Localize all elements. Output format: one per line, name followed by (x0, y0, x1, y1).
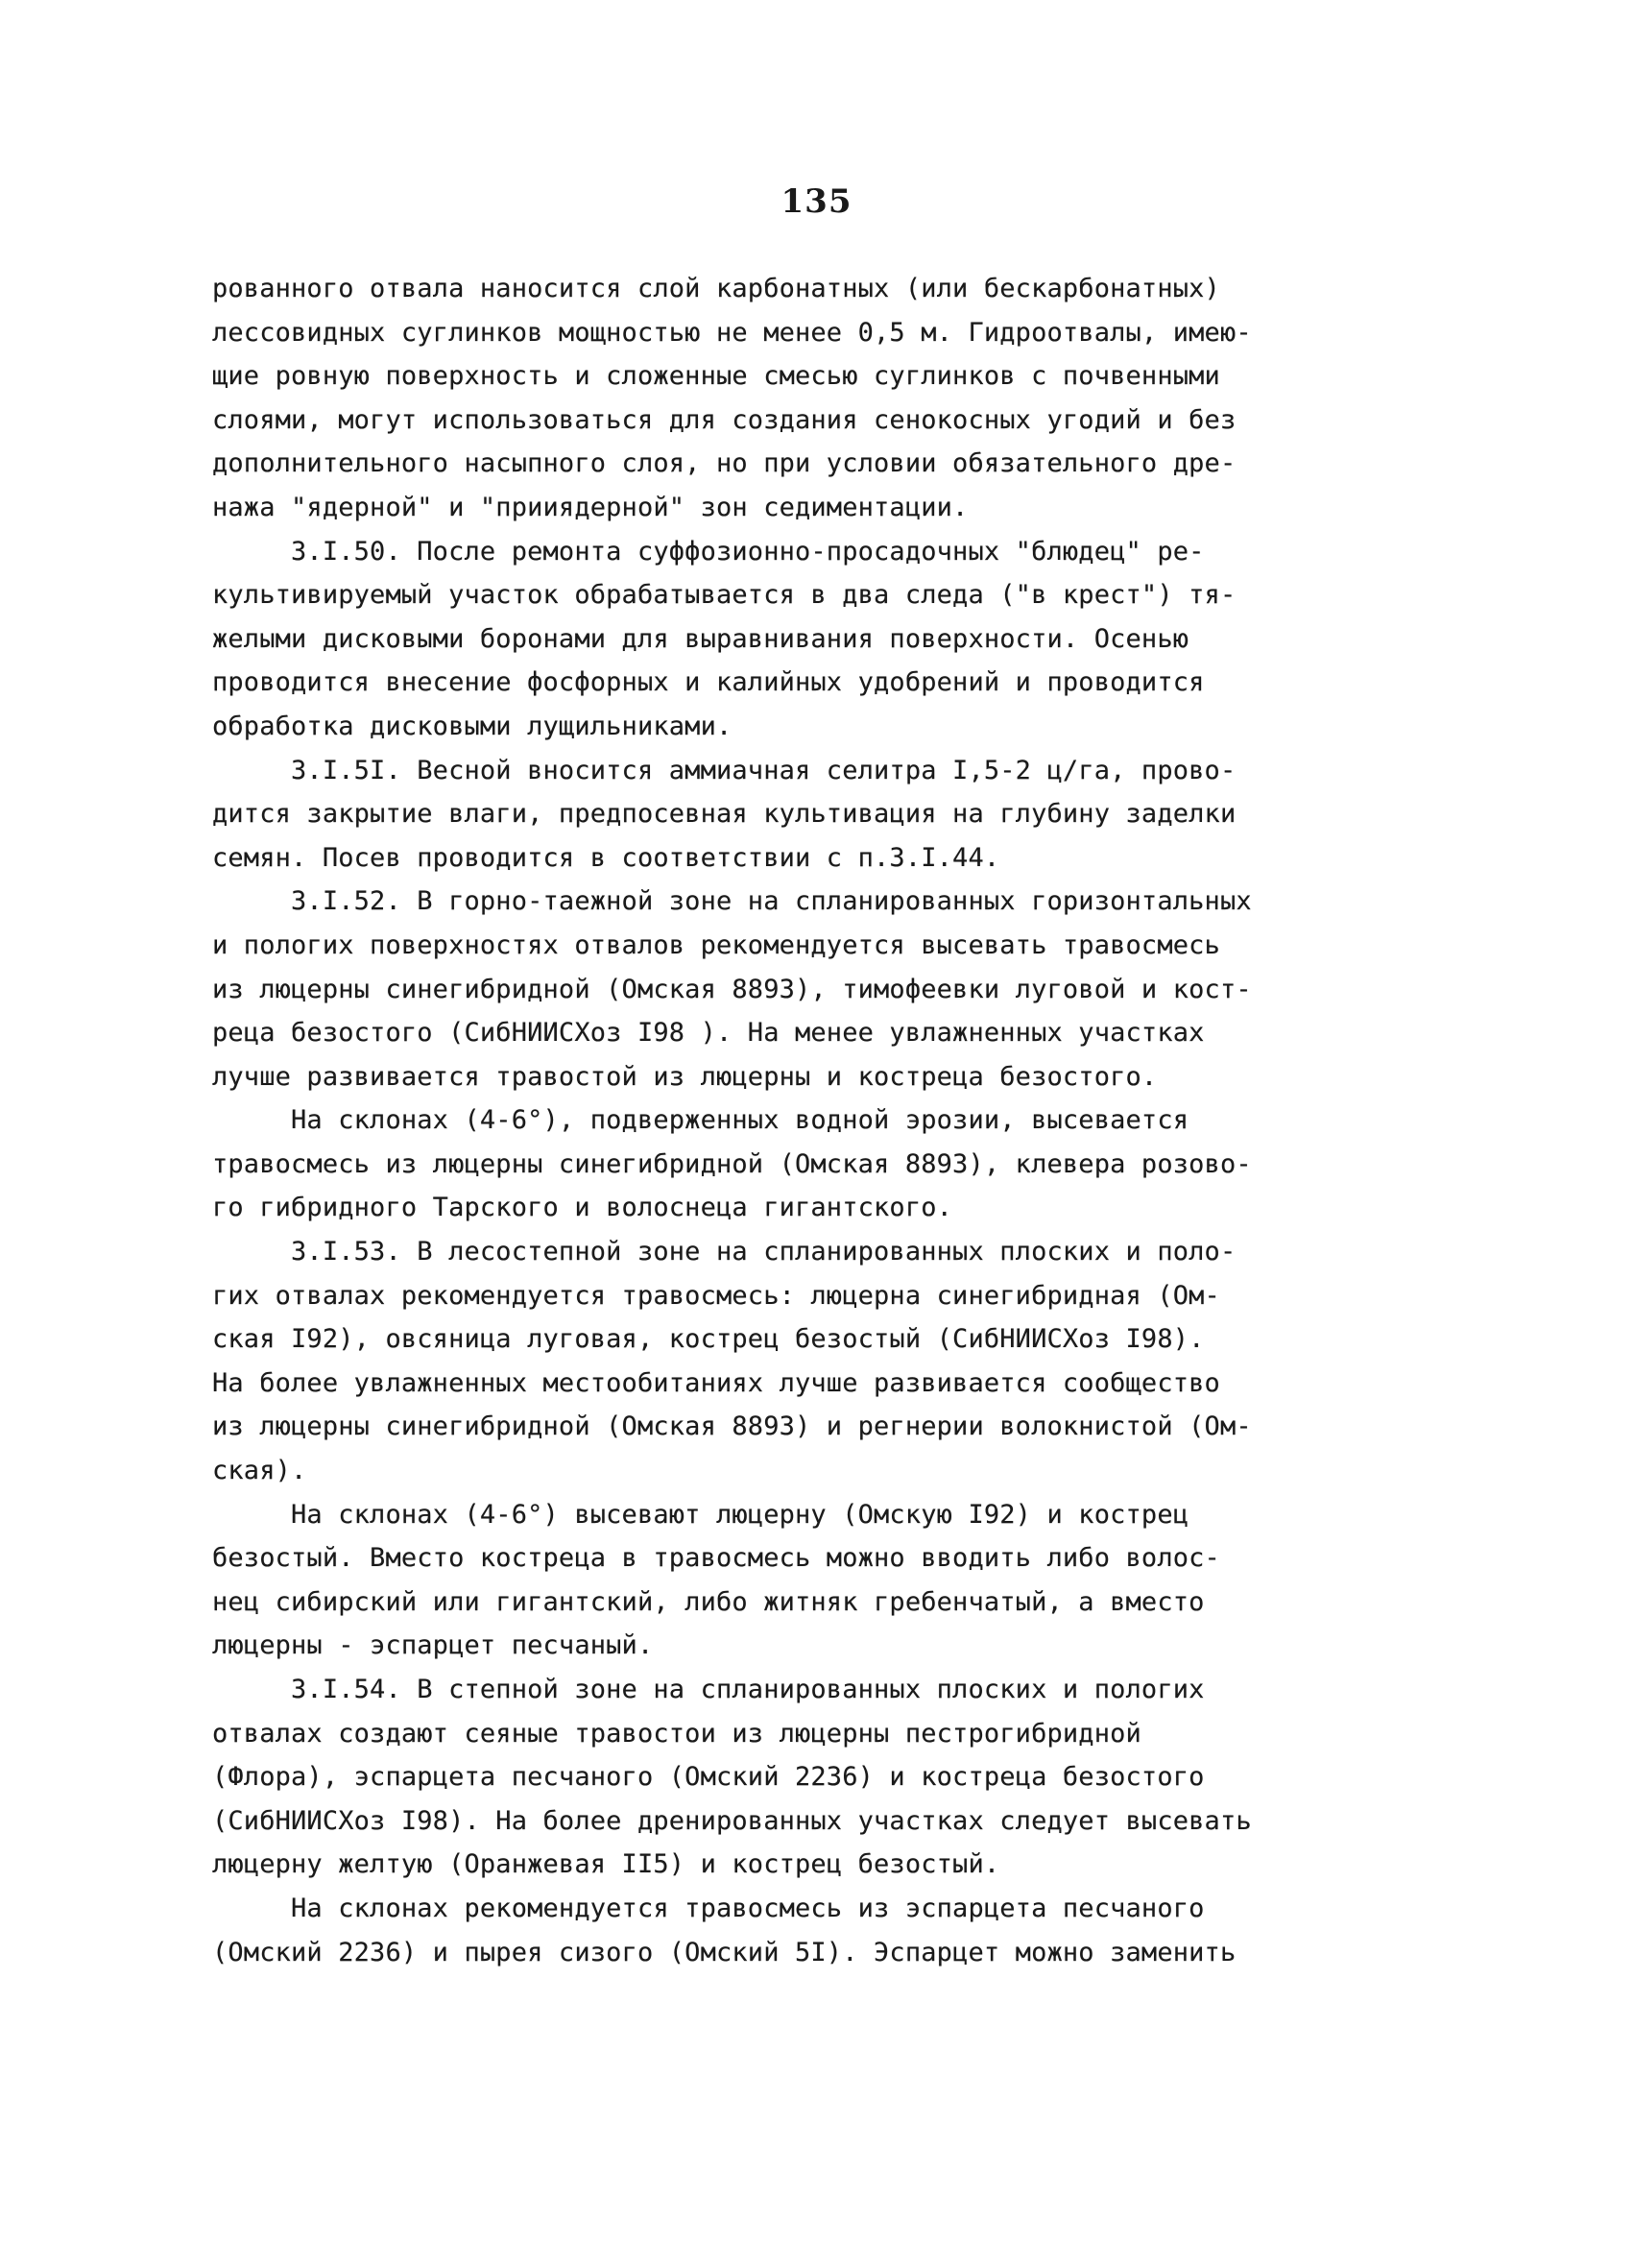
text-line: (Омский 2236) и пырея сизого (Омский 5I). Эспарцет можно заменить (212, 1937, 1237, 1967)
text-line: отвалах создают сеяные травостои из люцерны пестрогибридной (212, 1718, 1141, 1749)
text-line: (Флора), эспарцета песчаного (Омский 2236) и костреца безостого (212, 1762, 1205, 1793)
text-line: 3.I.52. В горно-таежной зоне на спланированных горизонтальных (212, 886, 1252, 917)
text-line: слоями, могут использоваться для создания сенокосных угодий и без (212, 404, 1237, 435)
text-line: люцерну желтую (Оранжевая II5) и кострец безостый. (212, 1849, 1000, 1880)
text-line: люцерны - эспарцет песчаный. (212, 1630, 654, 1661)
text-line: семян. Посев проводится в соответствии с п.3.I.44. (212, 842, 1000, 873)
text-line: На более увлажненных местообитаниях лучше развивается сообщество (212, 1367, 1220, 1398)
text-line: На склонах (4-6°) высевают люцерну (Омскую I92) и кострец (212, 1499, 1189, 1530)
text-line: гих отвалах рекомендуется травосмесь: люцерна синегибридная (Ом- (212, 1280, 1220, 1311)
text-line: проводится внесение фосфорных и калийных удобрений и проводится (212, 667, 1205, 698)
text-line: нажа "ядерной" и "прииядерной" зон седиментации. (212, 492, 969, 522)
text-line: и пологих поверхностях отвалов рекомендуется высевать травосмесь (212, 929, 1220, 960)
text-line: лессовидных суглинков мощностью не менее 0,5 м. Гидроотвалы, имею- (212, 317, 1252, 348)
text-line: нец сибирский или гигантский, либо житняк гребенчатый, а вместо (212, 1586, 1205, 1617)
text-line: культивируемый участок обрабатывается в два следа ("в крест") тя- (212, 580, 1237, 611)
text-line: из люцерны синегибридной (Омская 8893) и регнерии волокнистой (Ом- (212, 1411, 1252, 1442)
text-line: 3.I.50. После ремонта суффозионно-просадочных "блюдец" ре- (212, 536, 1205, 567)
text-line: 3.I.53. В лесостепной зоне на спланированных плоских и поло- (212, 1237, 1237, 1267)
text-line: щие ровную поверхность и сложенные смесью суглинков с почвенными (212, 361, 1220, 392)
text-line: желыми дисковыми боронами для выравнивания поверхности. Осенью (212, 623, 1189, 654)
text-line: ская I92), овсяница луговая, кострец безостый (СибНИИСХоз I98). (212, 1324, 1205, 1355)
text-line: 3.I.5I. Весной вносится аммиачная селитра I,5-2 ц/га, прово- (212, 755, 1237, 785)
text-line: На склонах (4-6°), подверженных водной эрозии, высевается (212, 1105, 1189, 1136)
text-line: ская). (212, 1456, 307, 1486)
text-line: 3.I.54. В степной зоне на спланированных плоских и пологих (212, 1675, 1205, 1704)
text-line: травосмесь из люцерны синегибридной (Омская 8893), клевера розово- (212, 1148, 1252, 1179)
text-line: рованного отвала наносится слой карбонатных (или бескарбонатных) (212, 274, 1220, 303)
text-line: го гибридного Тарского и волоснеца гигантского. (212, 1193, 953, 1223)
text-line: реца безостого (СибНИИСХоз I98 ). На менее увлажненных участках (212, 1018, 1205, 1049)
body-text (212, 267, 1451, 1974)
text-line: лучше развивается травостой из люцерны и костреца безостого. (212, 1061, 1158, 1092)
text-line: обработка дисковыми лущильниками. (212, 711, 732, 741)
text-line: (СибНИИСХоз I98). На более дренированных участках следует высевать (212, 1805, 1252, 1836)
text-line: безостый. Вместо костреца в травосмесь можно вводить либо волос- (212, 1543, 1220, 1574)
page-number: 135 (780, 182, 853, 221)
text-line: На склонах рекомендуется травосмесь из эспарцета песчаного (212, 1893, 1205, 1923)
text-line: из люцерны синегибридной (Омская 8893), тимофеевки луговой и кост- (212, 974, 1252, 1004)
text-line: дополнительного насыпного слоя, но при условии обязательного дре- (212, 448, 1237, 479)
text-line: дится закрытие влаги, предпосевная культивация на глубину заделки (212, 799, 1237, 830)
